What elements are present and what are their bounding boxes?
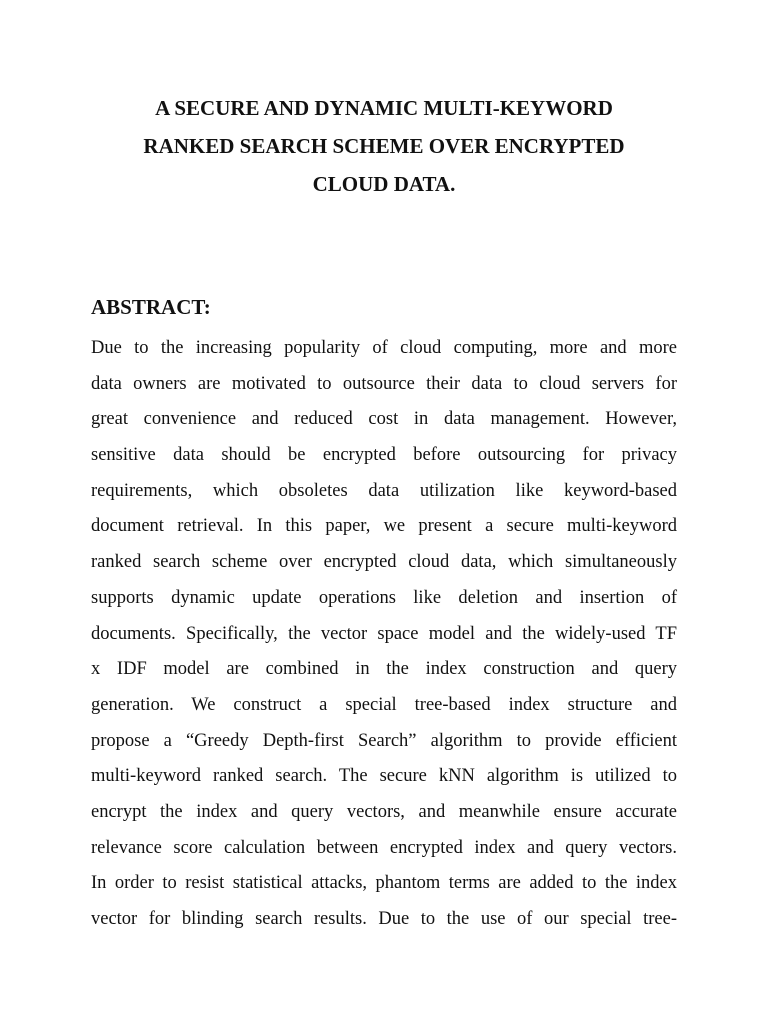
title-line-2: RANKED SEARCH SCHEME OVER ENCRYPTED [143, 134, 625, 158]
abstract-line: vector for blinding search results. Due to the use of our special tree- [91, 909, 677, 929]
abstract-heading: ABSTRACT: [91, 295, 211, 319]
abstract-line: relevance score calculation between encrypted index and query vectors. [91, 837, 677, 858]
abstract-line: requirements, which obsoletes data utilization like keyword-based [91, 480, 677, 501]
abstract-body [91, 331, 677, 938]
abstract-line: encrypt the index and query vectors, and meanwhile ensure accurate [91, 801, 677, 822]
abstract-line: x IDF model are combined in the index construction and query [91, 659, 677, 680]
abstract-line: Due to the increasing popularity of cloud computing, more and more [91, 338, 677, 358]
abstract-line: data owners are motivated to outsource their data to cloud servers for [91, 373, 677, 394]
title-line-3: CLOUD DATA. [312, 172, 456, 196]
title-line-1: A SECURE AND DYNAMIC MULTI-KEYWORD [155, 96, 613, 120]
abstract-line: document retrieval. In this paper, we present a secure multi-keyword [91, 516, 677, 537]
abstract-line: propose a “Greedy Depth-first Search” algorithm to provide efficient [91, 730, 677, 751]
abstract-line: sensitive data should be encrypted before outsourcing for privacy [91, 445, 677, 466]
abstract-line: In order to resist statistical attacks, phantom terms are added to the index [91, 873, 677, 894]
document-title [60, 89, 708, 203]
abstract-line: great convenience and reduced cost in data management. However, [91, 409, 677, 430]
abstract-line: supports dynamic update operations like deletion and insertion of [91, 587, 677, 608]
abstract-line: ranked search scheme over encrypted cloud data, which simultaneously [91, 552, 677, 573]
abstract-line: generation. We construct a special tree-based index structure and [91, 694, 677, 715]
abstract-line: multi-keyword ranked search. The secure kNN algorithm is utilized to [91, 766, 677, 787]
abstract-line: documents. Specifically, the vector space model and the widely-used TF [91, 623, 677, 644]
